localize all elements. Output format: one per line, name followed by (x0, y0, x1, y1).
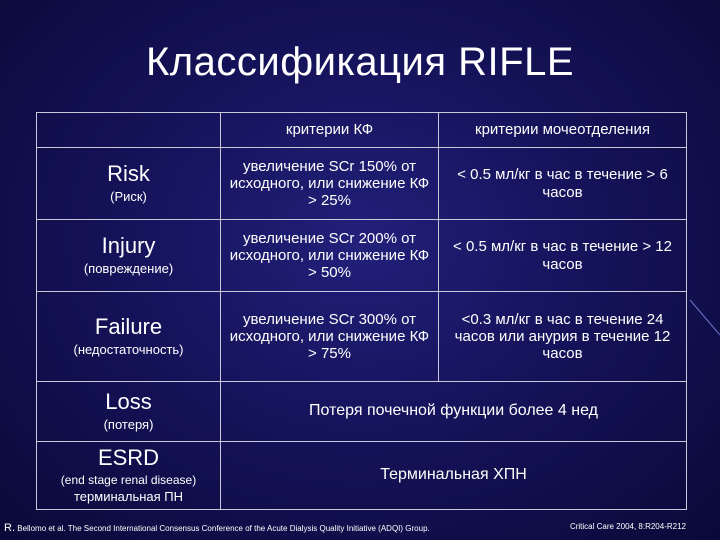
table-row-injury (37, 220, 687, 292)
gfr-criteria-cell: увеличение SCr 150% от исходного, или снижение КФ > 25% (221, 148, 439, 220)
page-title: Классификация RIFLE (146, 40, 574, 84)
row-subtitle-ru: терминальная ПН (73, 489, 184, 505)
urine-criteria-cell: < 0.5 мл/кг в час в течение > 6 часов (439, 148, 687, 220)
citation-footer (4, 522, 716, 534)
row-subtitle: (Риск) (110, 189, 147, 205)
combined-criteria-cell: Терминальная ХПН (221, 442, 687, 510)
row-subtitle: (end stage renal disease) (60, 473, 197, 488)
row-subtitle: (недостаточность) (73, 342, 184, 358)
citation-prefix: R. (4, 522, 15, 534)
citation-journal: Critical Care 2004, 8:R204-R212 (569, 522, 686, 531)
header-urine-criteria: критерии мочеотделения (439, 113, 687, 148)
header-gfr-criteria: критерии КФ (221, 113, 439, 148)
citation-text: Bellomo et al. The Second International Consensus Conference of the Acute Dialysis Quality Initiative (ADQI) Group. (17, 524, 430, 533)
row-label (37, 292, 221, 382)
urine-criteria-cell: <0.3 мл/кг в час в течение 24 часов или анурия в течение 12 часов (439, 292, 687, 382)
row-label (37, 148, 221, 220)
row-subtitle: (повреждение) (83, 261, 174, 277)
row-subtitle: (потеря) (103, 417, 154, 433)
gfr-criteria-cell: увеличение SCr 300% от исходного, или снижение КФ > 75% (221, 292, 439, 382)
table-row-esrd (37, 442, 687, 510)
row-name: Failure (94, 313, 163, 339)
row-name: Loss (105, 388, 152, 414)
row-name: ESRD (97, 445, 160, 471)
combined-criteria-cell: Потеря почечной функции более 4 нед (221, 382, 687, 442)
row-label (37, 382, 221, 442)
row-label (37, 220, 221, 292)
urine-criteria-cell: < 0.5 мл/кг в час в течение > 12 часов (439, 220, 687, 292)
gfr-criteria-cell: увеличение SCr 200% от исходного, или снижение КФ > 50% (221, 220, 439, 292)
table-row-risk (37, 148, 687, 220)
table-row-loss (37, 382, 687, 442)
row-name: Injury (101, 232, 156, 258)
table-row-failure (37, 292, 687, 382)
header-empty (37, 113, 221, 148)
row-label (37, 442, 221, 510)
table-header-row (37, 113, 687, 148)
rifle-table (36, 112, 687, 510)
row-name: Risk (107, 160, 150, 186)
